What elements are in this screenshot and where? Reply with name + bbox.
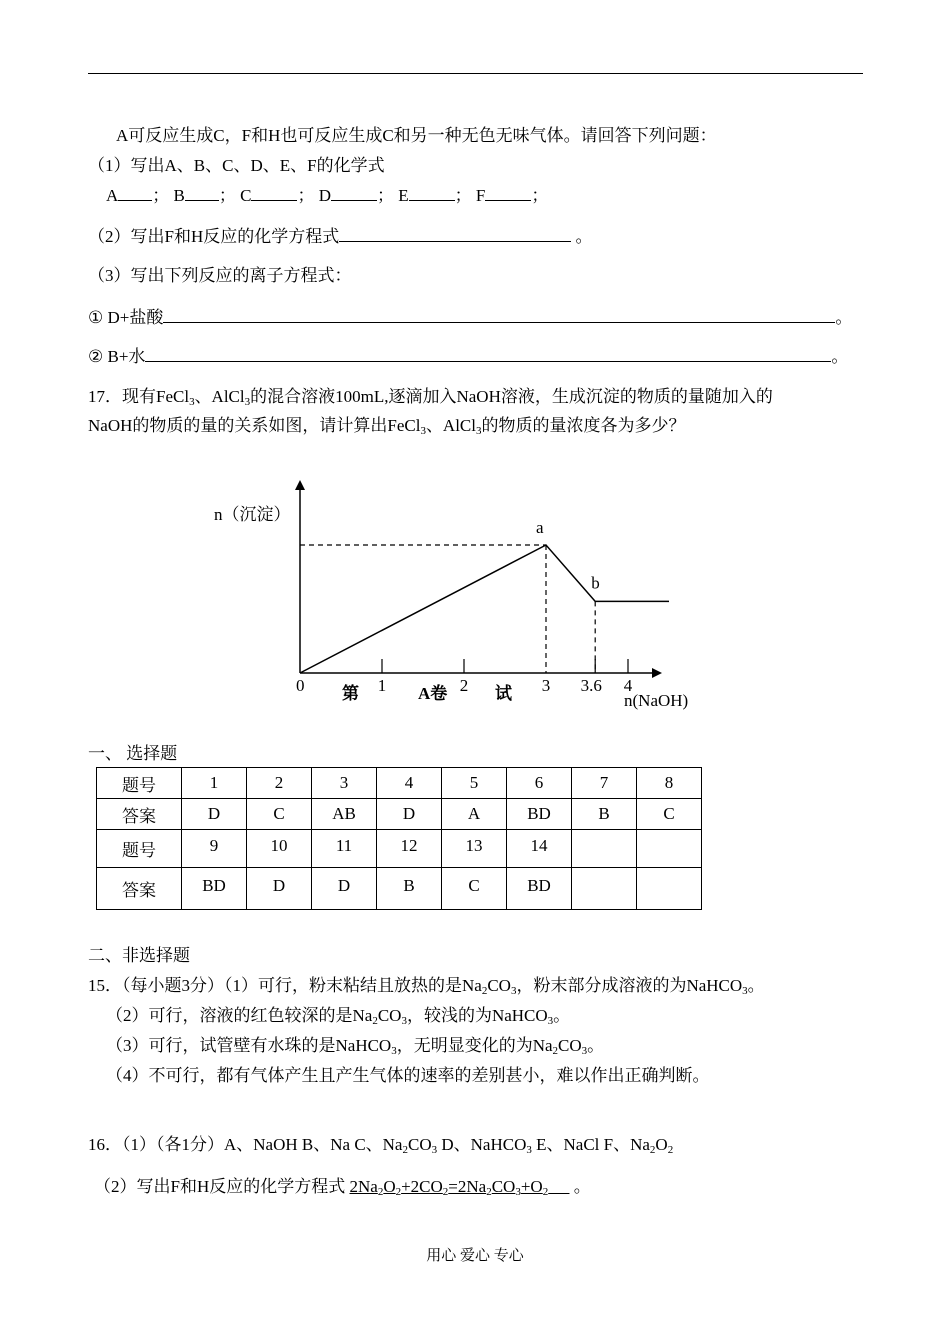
table-cell: 10 [247, 830, 312, 868]
table-cell: D [377, 799, 442, 830]
q16-part3: （3）写出下列反应的离子方程式： [88, 266, 352, 285]
x-tick-label: 3 [541, 676, 551, 695]
x-tick-label: 4 [623, 676, 633, 695]
q17-line-2: NaOH的物质的量的关系如图，请计算出FeCl$_3$、AlCl$_3$的物质的量浓度各为多少？ [88, 416, 686, 437]
table-cell: AB [312, 799, 377, 830]
table-row [97, 768, 702, 799]
table-cell: D [247, 868, 312, 910]
table-cell: 9 [182, 830, 247, 868]
table-cell: 5 [442, 768, 507, 799]
answer-blank[interactable] [118, 186, 152, 201]
overlay-text: 试 [495, 684, 512, 703]
point-label: a [536, 518, 544, 537]
q16-answer-line-1: 16．（1）（各1分）A、NaOH B、Na C、$Na_2CO_3$ D、NaHCO$_3$ E、NaCl F、$Na_2O_2$ [88, 1135, 674, 1156]
answer-blank[interactable] [485, 186, 531, 201]
page-footer: 用心 爱心 专心 [426, 1248, 524, 1264]
section-1-title: 一、 选择题 [88, 744, 178, 763]
table-cell: 8 [637, 768, 702, 799]
q15-answer-line-4: （4）不可行，都有气体产生且产生气体的速率的差别甚小，难以作出正确判断。 [106, 1066, 710, 1085]
answer-blank[interactable] [339, 227, 571, 242]
section-2-title: 二、非选择题 [88, 946, 190, 965]
answer-table [96, 767, 702, 910]
series-line [300, 545, 669, 673]
point-label: b [591, 573, 600, 593]
q16-formula-blanks: A ； B ； C ； D ； E ； F ； [106, 186, 549, 205]
q16-reaction-2: ② B+水 。 [88, 347, 849, 366]
table-cell [572, 868, 637, 910]
answer-blank[interactable] [331, 186, 377, 201]
x-tick-label: 3.6 [580, 676, 602, 695]
table-cell: D [182, 799, 247, 830]
table-row [97, 830, 702, 868]
table-cell: 6 [507, 768, 572, 799]
q17-line-1: 17．现有FeCl$_3$、AlCl$_3$的混合溶液100mL,逐滴加入NaOH溶液，生成沉淀的物质的量随加入的 [88, 387, 773, 408]
q16-reaction-1: ① D+盐酸 。 [88, 308, 853, 327]
equation: $2Na_2O_2+2CO_2=2Na_2CO_3+O_2$ [349, 1177, 549, 1198]
table-cell [637, 868, 702, 910]
table-cell: B [572, 799, 637, 830]
table-cell: A [442, 799, 507, 830]
table-cell [572, 830, 637, 868]
table-cell: BD [507, 799, 572, 830]
table-cell: 3 [312, 768, 377, 799]
table-cell: 题号 [97, 768, 182, 799]
table-cell: 7 [572, 768, 637, 799]
answer-blank[interactable] [409, 186, 455, 201]
x-tick-label: 1 [377, 676, 387, 695]
table-cell: B [377, 868, 442, 910]
table-cell: C [442, 868, 507, 910]
table-row [97, 868, 702, 910]
precipitate-chart [200, 470, 720, 720]
answer-blank[interactable] [185, 186, 219, 201]
overlay-text: 第 [342, 684, 359, 703]
table-cell [637, 830, 702, 868]
x-tick-label: 0 [296, 676, 305, 695]
table-cell: 14 [507, 830, 572, 868]
table-cell: 12 [377, 830, 442, 868]
table-cell: D [312, 868, 377, 910]
q15-answer-line-2: （2）可行，溶液的红色较深的是$Na_2CO_3$，较浅的为NaHCO$_3$。 [106, 1006, 571, 1027]
q16-intro: A可反应生成C，F和H也可反应生成C和另一种无色无味气体。请回答下列问题： [116, 126, 717, 145]
table-cell: 题号 [97, 830, 182, 868]
table-cell: 11 [312, 830, 377, 868]
answer-blank[interactable] [251, 186, 297, 201]
q16-part2: （2）写出F和H反应的化学方程式 。 [88, 227, 593, 246]
table-cell: 答案 [97, 799, 182, 830]
answer-blank[interactable] [145, 347, 831, 362]
overlay-text: A卷 [418, 684, 448, 703]
table-cell: 1 [182, 768, 247, 799]
table-cell: 2 [247, 768, 312, 799]
table-cell: C [247, 799, 312, 830]
x-axis-label: n(NaOH) [624, 691, 689, 710]
table-cell: 答案 [97, 868, 182, 910]
x-tick-label: 2 [459, 676, 469, 695]
q15-answer-line-1: 15．（每小题3分）（1）可行，粉末粘结且放热的是$Na_2CO_3$，粉末部分成溶液的为NaHCO$_3$。 [88, 976, 765, 997]
table-cell: 4 [377, 768, 442, 799]
table-row [97, 799, 702, 830]
answer-blank[interactable] [163, 308, 835, 323]
q16-part1: （1）写出A、B、C、D、E、F的化学式 [88, 156, 385, 175]
table-cell: C [637, 799, 702, 830]
q16-answer-line-2: （2）写出F和H反应的化学方程式 $2Na_2O_2+2CO_2=2Na_2CO_3+O_2$ 。 [94, 1177, 591, 1198]
header-rule [88, 73, 863, 74]
table-cell: 13 [442, 830, 507, 868]
table-cell: BD [182, 868, 247, 910]
q15-answer-line-3: （3）可行，试管壁有水珠的是NaHCO$_3$，无明显变化的为$Na_2CO_3$。 [106, 1036, 605, 1057]
y-axis-label: n（沉淀） [214, 505, 291, 524]
table-cell: BD [507, 868, 572, 910]
